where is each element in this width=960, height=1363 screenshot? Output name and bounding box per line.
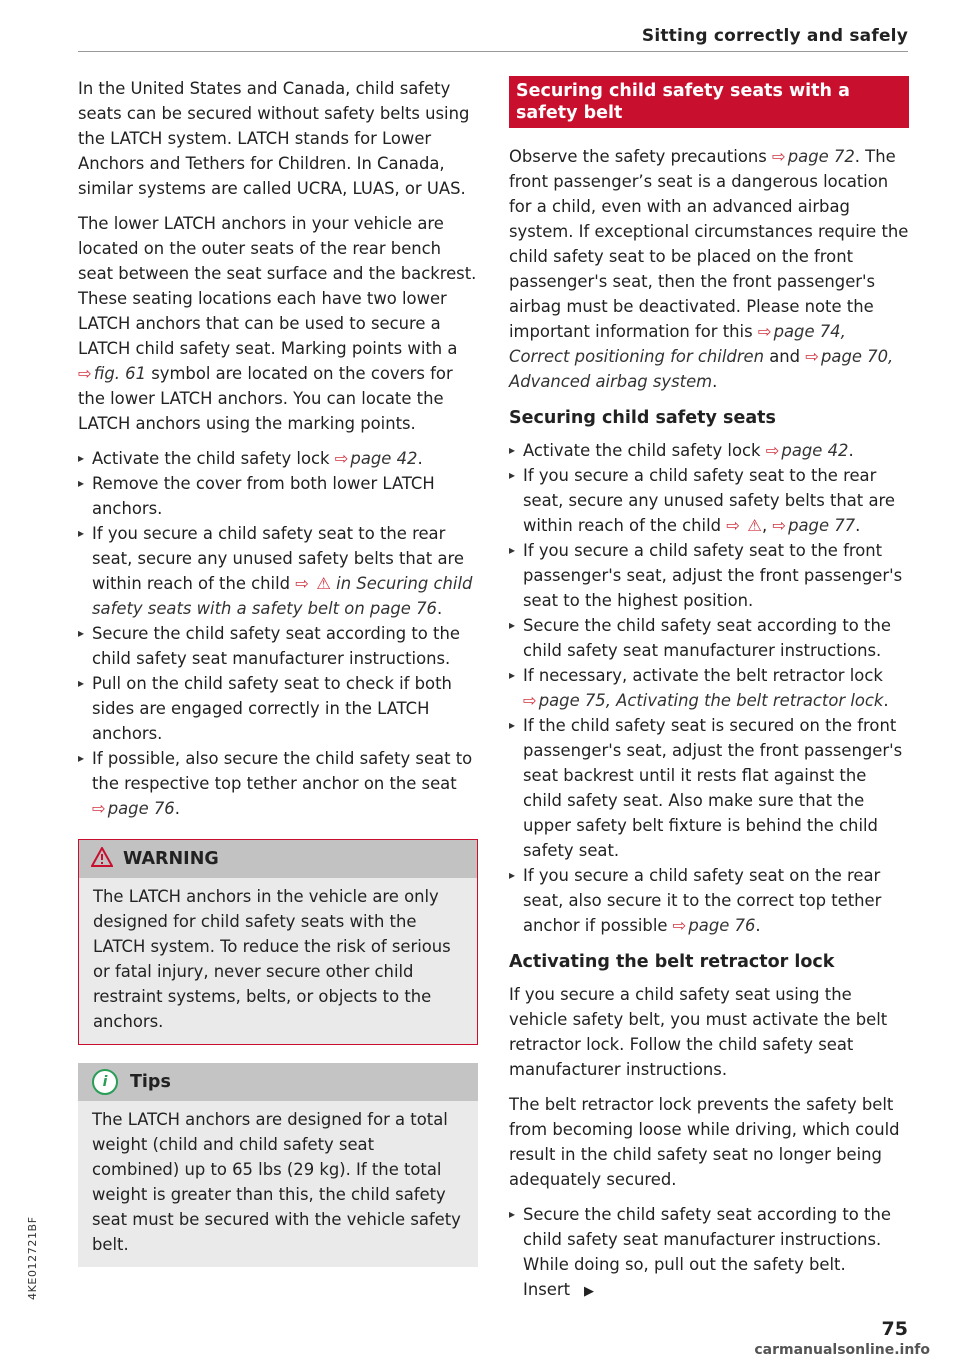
- arrow-right-icon: ⇨: [523, 691, 537, 710]
- link-text: page 72: [787, 147, 855, 166]
- text-segment: .: [755, 916, 761, 935]
- page-76-link[interactable]: [92, 799, 175, 818]
- document-code: 4KE012721BF: [26, 1216, 39, 1300]
- arrow-right-icon: ⇨: [92, 799, 106, 818]
- text-segment: Observe the safety precautions: [509, 147, 773, 166]
- list-item: [509, 863, 909, 938]
- warning-header: [79, 840, 477, 878]
- text-segment: .: [174, 799, 180, 818]
- warning-body: [79, 878, 477, 1044]
- text-segment: Activate the child safety lock: [523, 441, 766, 460]
- retractor-paragraph-2: The belt retractor lock prevents the safety belt from becoming loose while driving, which could result in the child safety seat no longer being adequately secured.: [509, 1095, 900, 1189]
- belt-steps-list: [509, 438, 909, 938]
- text-segment: The lower LATCH anchors in your vehicle are located on the outer seats of the rear bench seat between the seat surface and the backrest. These seating locations each have two lower LATCH anchors that can be used to secure a LATCH child safety seat. Marking points with a: [78, 214, 477, 358]
- list-item: [509, 1202, 909, 1304]
- warning-text: The LATCH anchors in the vehicle are only designed for child safety seats with the LATCH system. To reduce the risk of serious or fatal injury, never secure other child restraint systems, belts, or objects to the anchors.: [93, 887, 451, 1031]
- arrow-right-icon: ⇨: [726, 516, 741, 535]
- page-number: 75: [881, 1318, 908, 1340]
- text-segment: .: [855, 516, 861, 535]
- arrow-right-icon: ⇨: [295, 574, 310, 593]
- arrow-right-icon: ⇨: [672, 916, 687, 935]
- text-segment: Activate the child safety lock: [92, 449, 335, 468]
- header-rule: [78, 51, 908, 52]
- page-72-link[interactable]: [772, 147, 855, 166]
- text-segment: If you secure a child safety seat to the rear seat, secure any unused safety belts that are within reach of the child: [523, 466, 895, 535]
- info-icon: i: [92, 1069, 118, 1095]
- link-text: fig. 61: [93, 364, 147, 383]
- warning-box: [78, 839, 478, 1045]
- text-segment: If you secure a child safety seat to the rear seat, secure any unused safety belts that are within reach of the child: [92, 524, 464, 593]
- arrow-right-icon: ⇨: [757, 322, 772, 341]
- list-item: [78, 521, 478, 621]
- text-segment: .: [712, 372, 718, 391]
- list-item: ▸ If you secure a child safety seat to the front passenger's seat, adjust the front passenger's seat to the highest position.: [509, 538, 909, 613]
- tips-box: [78, 1063, 478, 1267]
- list-item: ▸ Secure the child safety seat according to the child safety seat manufacturer instructions.: [509, 613, 909, 663]
- text-segment: symbol are located on the covers for the lower LATCH anchors. You can locate the LATCH anchors using the marking points.: [78, 364, 453, 433]
- warning-triangle-icon: ⚠: [316, 574, 331, 593]
- page-42-link[interactable]: [766, 441, 849, 460]
- warning-title: WARNING: [123, 849, 219, 869]
- arrow-right-icon: ⇨: [805, 347, 820, 366]
- safety-intro-paragraph: [509, 144, 909, 394]
- text-segment: Secure the child safety seat according to the child safety seat manufacturer instructions. While doing so, pull out the safety belt. Insert: [523, 1205, 891, 1299]
- retractor-steps-list: [509, 1202, 909, 1304]
- text-segment: . The front passenger’s seat is a dangerous location for a child, even with an advanced airbag system. If exceptional circumstances require the child safety seat to be placed on the front passenger's seat, then the front passenger's airbag must be deactivated. Please note the important information for this: [509, 147, 909, 341]
- text-segment: .: [436, 599, 443, 618]
- link-text: page 75, Activating the belt retractor lock: [538, 691, 884, 710]
- link-text: page 42: [781, 441, 849, 460]
- page-76-link[interactable]: [673, 916, 756, 935]
- tips-title: Tips: [130, 1072, 171, 1092]
- list-item: [509, 438, 909, 463]
- fig-61-link[interactable]: [78, 364, 146, 383]
- left-column: [78, 76, 478, 1267]
- warning-triangle-icon: [91, 847, 113, 872]
- list-item: ▸ Remove the cover from both lower LATCH anchors.: [78, 471, 478, 521]
- link-text: in Securing child safety seats with a safety belt on page 76: [92, 574, 473, 618]
- text-segment: ,: [761, 516, 773, 535]
- arrow-right-icon: ⇨: [334, 449, 349, 468]
- list-item: [509, 663, 909, 713]
- list-item: [509, 463, 909, 538]
- page-42-link[interactable]: [335, 449, 418, 468]
- right-column: [509, 76, 909, 1314]
- text-segment: and: [764, 347, 806, 366]
- arrow-right-icon: ⇨: [765, 441, 780, 460]
- list-item: ▸ If the child safety seat is secured on the front passenger's seat, adjust the front passenger's seat backrest until it rests flat against the child safety seat. Also make sure that the upper safety belt fixture is behind the child safety seat.: [509, 713, 909, 863]
- latch-intro-paragraph: In the United States and Canada, child safety seats can be secured without safety belts using the LATCH system. LATCH stands for Lower Anchors and Tethers for Children. In Canada, similar systems are called UCRA, LUAS, or UAS.: [78, 79, 470, 198]
- arrow-right-icon: ⇨: [78, 364, 92, 383]
- tips-body: [78, 1101, 478, 1267]
- arrow-right-icon: ⇨: [772, 147, 786, 166]
- page-77-link[interactable]: [772, 516, 855, 535]
- text-segment: If you secure a child safety seat on the rear seat, also secure it to the correct top tether anchor if possible: [523, 866, 882, 935]
- list-item: [78, 746, 478, 821]
- latch-steps-list: [78, 446, 478, 821]
- subheading-securing-seats: Securing child safety seats: [509, 408, 776, 428]
- text-segment: .: [417, 449, 423, 468]
- link-text: page 77: [788, 516, 856, 535]
- latch-location-paragraph: [78, 211, 478, 436]
- tips-header: [78, 1063, 478, 1101]
- retractor-paragraph-1: If you secure a child safety seat using the vehicle safety belt, you must activate the belt retractor lock. Follow the child safety seat manufacturer instructions.: [509, 985, 888, 1079]
- text-segment: If possible, also secure the child safety seat to the respective top tether anchor on the seat: [92, 749, 473, 793]
- link-text: page 76: [688, 916, 756, 935]
- list-item: ▸ Secure the child safety seat according to the child safety seat manufacturer instructions.: [78, 621, 478, 671]
- warning-link[interactable]: [726, 516, 762, 535]
- text-segment: .: [848, 441, 854, 460]
- tips-text: The LATCH anchors are designed for a total weight (child and child safety seat combined) up to 65 lbs (29 kg). If the total weight is greater than this, the child safety seat must be secured with the vehicle safety belt.: [92, 1110, 461, 1254]
- link-text: page 76: [107, 799, 175, 818]
- link-text: page 70, Advanced airbag system: [509, 347, 894, 391]
- page-75-link[interactable]: [523, 691, 883, 710]
- list-item: [78, 446, 478, 471]
- text-segment: .: [883, 691, 889, 710]
- header-section-title: Sitting correctly and safely: [641, 26, 908, 46]
- arrow-right-icon: ⇨: [772, 516, 787, 535]
- text-segment: If necessary, activate the belt retractor lock: [523, 666, 883, 685]
- subheading-belt-retractor: Activating the belt retractor lock: [509, 952, 835, 972]
- link-text: page 42: [350, 449, 418, 468]
- link-text: page 74, Correct positioning for children: [509, 322, 846, 366]
- continue-arrow-icon: ▶: [584, 1284, 595, 1299]
- warning-triangle-icon: ⚠: [747, 516, 762, 535]
- list-item: ▸ Pull on the child safety seat to check if both sides are engaged correctly in the LATCH anchors.: [78, 671, 478, 746]
- section-heading-bar: Securing child safety seats with a safety belt: [509, 76, 909, 128]
- footer-watermark: carmanualsonline.info: [754, 1342, 930, 1358]
